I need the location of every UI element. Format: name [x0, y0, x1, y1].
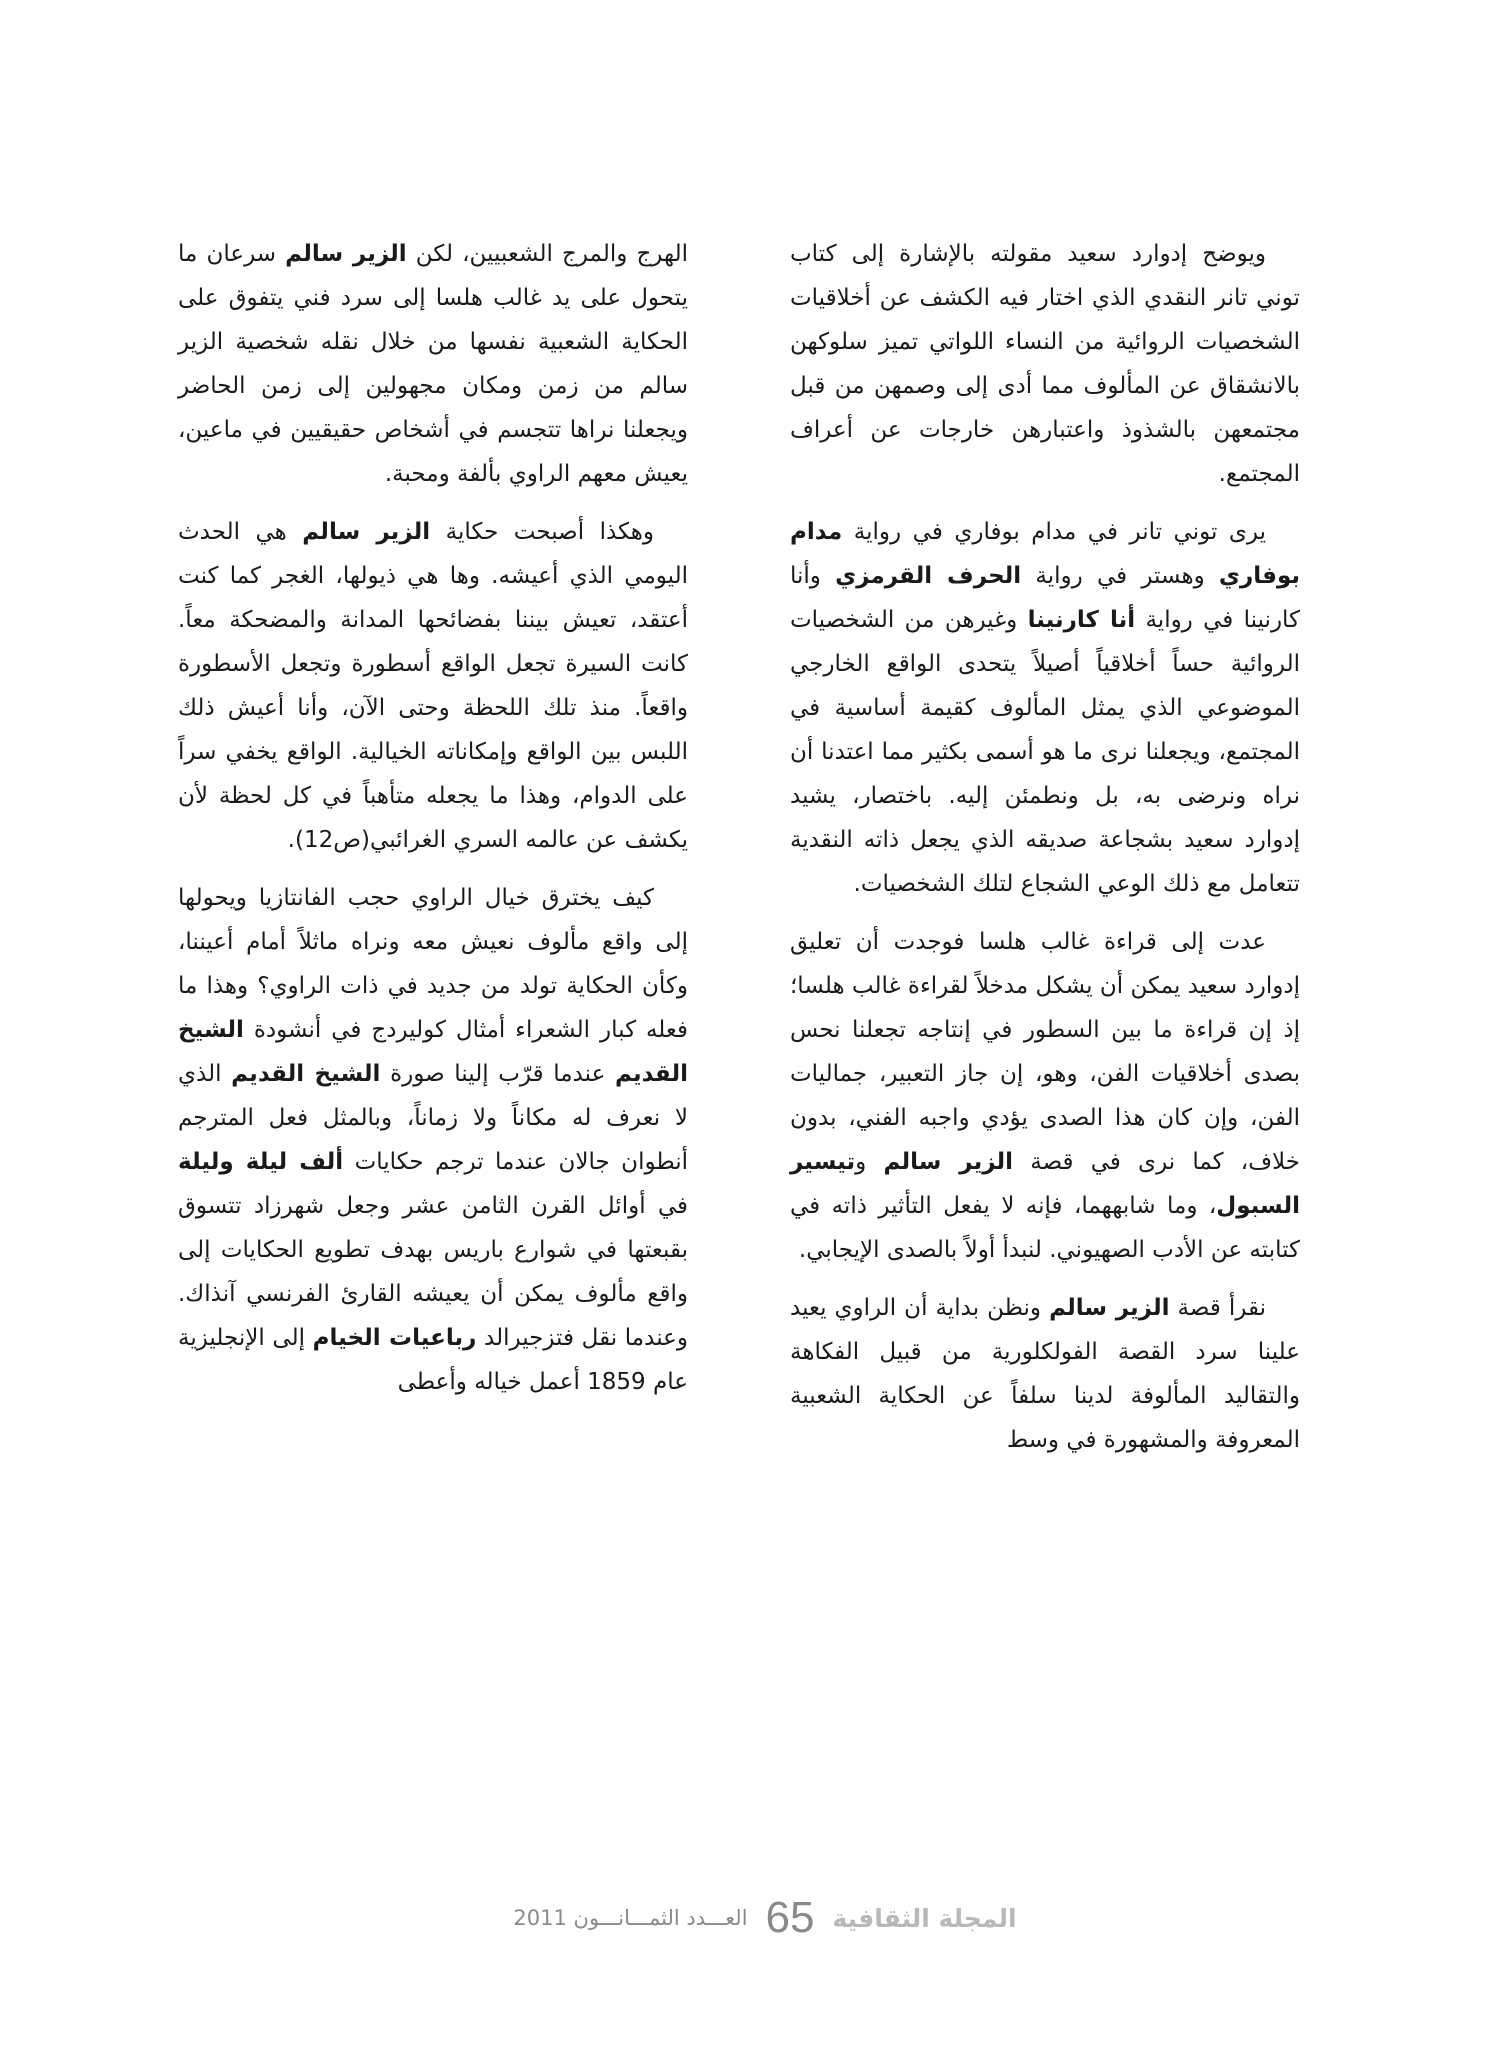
bold-title: رباعيات الخيام: [312, 1325, 477, 1351]
page-footer: [0, 1888, 1497, 1948]
bold-title: الزير سالم: [302, 519, 431, 545]
bold-title: الزير سالم: [883, 1149, 1014, 1175]
bold-title: تيسير السبول: [790, 1149, 1300, 1219]
text-run: عدت إلى قراءة غالب هلسا فوجدت أن تعليق إدوارد سعيد يمكن أن يشكل مدخلاً لقراءة غالب هلسا؛ إذ إن قراءة ما بين السطور في إنتاجه تجعلنا نحس بصدى أخلاقيات الفن، وهو، إن جاز التعبير، جماليات الفن، وإن كان هذا الصدى يؤدي واجبه الفني، بدون خلاف، كما نرى في قصة: [790, 929, 1301, 1175]
text-run: وأنا كارنينا في رواية: [790, 563, 1301, 633]
text-run: عندما قرّب إلينا صورة: [380, 1061, 615, 1087]
footer-bar: [445, 1888, 1085, 1948]
paragraph: [790, 920, 1300, 1272]
left-column: [178, 232, 688, 1418]
bold-title: مدام بوفاري: [790, 519, 1300, 589]
paragraph: ويوضح إدوارد سعيد مقولته بالإشارة إلى كتاب توني تانر النقدي الذي اختار فيه الكشف عن أخلاقيات الشخصيات الروائية من النساء اللواتي تميز سلوكهن بالانشقاق عن المألوف مما أدى إلى وصمهن من قبل مجتمعهن بالشذوذ واعتبارهن خارجات عن أعراف المجتمع.: [790, 241, 1300, 487]
bold-title: أنا كارنينا: [1027, 607, 1136, 633]
text-run: يرى توني تانر في مدام بوفاري في رواية: [842, 519, 1266, 545]
page-number: 65: [765, 1893, 815, 1942]
text-run: وهكذا أصبحت حكاية: [430, 519, 654, 545]
text-run: إلى الإنجليزية عام 1859 أعمل خياله وأعطى: [178, 1325, 688, 1395]
right-column: [790, 232, 1300, 1476]
text-run: كيف يخترق خيال الراوي حجب الفانتازيا ويحولها إلى واقع مألوف نعيش معه ونراه ماثلاً أمام أعيننا، وكأن الحكاية تولد من جديد في ذات الراوي؟ وهذا ما فعله كبار الشعراء أمثال كوليردج في أنشودة: [178, 885, 688, 1043]
bold-title: الشيخ القديم: [178, 1017, 688, 1087]
text-run: الهرج والمرج الشعبيين، لكن: [406, 241, 688, 267]
text-run: وهستر في رواية: [1021, 563, 1219, 589]
paragraph: [790, 1286, 1300, 1462]
issue-label: العـــدد الثمـــانـــون 2011: [513, 1906, 748, 1930]
paragraph: [178, 510, 688, 862]
paragraph: [178, 876, 688, 1404]
text-run: نقرأ قصة: [1169, 1295, 1266, 1321]
paragraph: [790, 510, 1300, 906]
bold-title: الزير سالم: [1049, 1295, 1170, 1321]
text-run: الذي لا نعرف له مكاناً ولا زماناً، وبالمثل فعل المترجم أنطوان جالان عندما ترجم حكايات: [178, 1061, 688, 1175]
text-run: وغيرهن من الشخصيات الروائية حساً أخلاقياً أصيلاً يتحدى الواقع الخارجي الموضوعي الذي يمثل المألوف كقيمة أساسية في المجتمع، ويجعلنا نرى ما هو أسمى بكثير مما اعتدنا أن نراه ونرضى به، بل ونطمئن إليه. باختصار، يشيد إدوارد سعيد بشجاعة صديقه الذي يجعل ذاته النقدية تتعامل مع ذلك الوعي الشجاع لتلك الشخصيات.: [790, 607, 1300, 897]
text-run: سرعان ما يتحول على يد غالب هلسا إلى سرد فني يتفوق على الحكاية الشعبية نفسها من خلال نقله شخصية الزير سالم من زمن ومكان مجهولين إلى زمن الحاضر ويجعلنا نراها تتجسم في أشخاص حقيقيين في ماعين، يعيش معهم الراوي بألفة ومحبة.: [178, 241, 688, 487]
bold-title: الشيخ القديم: [231, 1061, 381, 1087]
text-run: ، وما شابههما، فإنه لا يفعل التأثير ذاته في كتابته عن الأدب الصهيوني. لنبدأ أولاً بالصدى الإيجابي.: [790, 1193, 1300, 1263]
text-run: هي الحدث اليومي الذي أعيشه. وها هي ذيولها، الغجر كما كنت أعتقد، تعيش بيننا بفضائحها المدانة والمضحكة معاً. كانت السيرة تجعل الواقع أسطورة وتجعل الأسطورة واقعاً. منذ تلك اللحظة وحتى الآن، وأنا أعيش ذلك اللبس بين الواقع وإمكاناته الخيالية. الواقع يخفي سراً على الدوام، وهذا ما يجعله متأهباً في كل لحظة لأن يكشف عن عالمه السري الغرائبي(ص12).: [178, 519, 688, 853]
bold-title: الحرف القرمزي: [835, 563, 1022, 589]
text-run: ونظن بداية أن الراوي يعيد علينا سرد القصة الفولكلورية من قبيل الفكاهة والتقاليد المألوفة لدينا سلفاً عن الحكاية الشعبية المعروفة والمشهورة في وسط: [790, 1295, 1300, 1453]
bold-title: ألف ليلة وليلة: [178, 1149, 344, 1175]
bold-title: الزير سالم: [285, 241, 407, 267]
text-run: و: [855, 1149, 884, 1175]
paragraph: [178, 232, 688, 496]
text-run: في أوائل القرن الثامن عشر وجعل شهرزاد تتسوق بقبعتها في شوارع باريس بهدف تطويع الحكايات إلى واقع مألوف يمكن أن يعيشه القارئ الفرنسي آنذاك. وعندما نقل فتزجيرالد: [178, 1193, 688, 1351]
magazine-name: المجلة الثقافية: [832, 1903, 1017, 1933]
